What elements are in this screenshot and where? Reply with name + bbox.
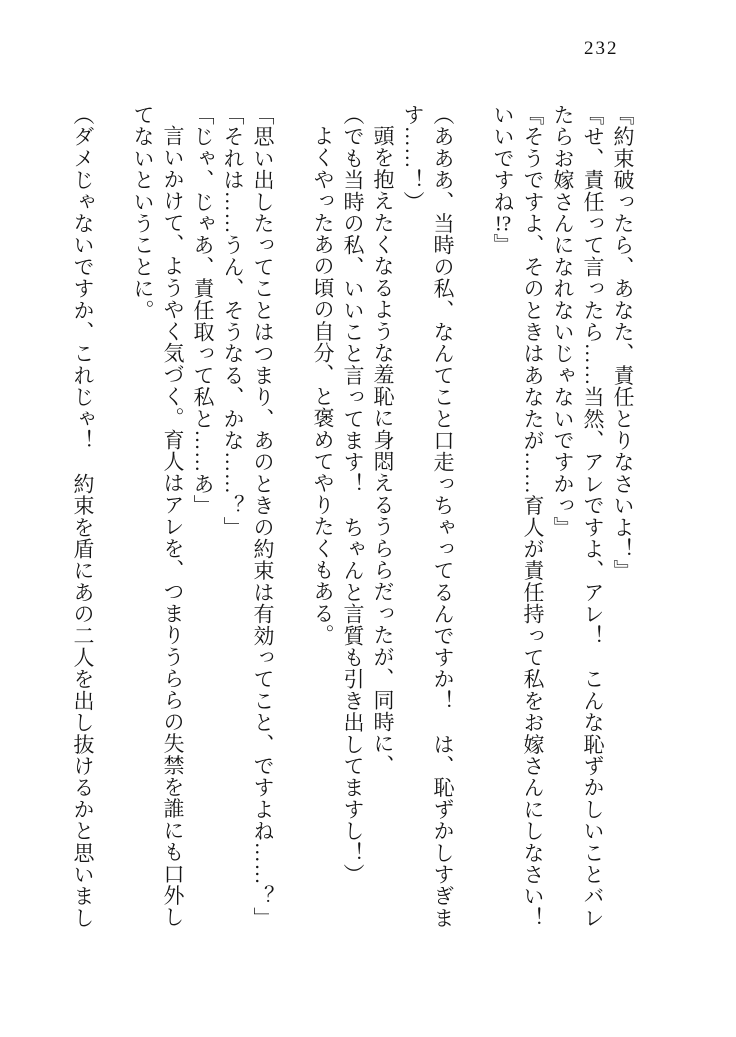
text-line: たらお嫁さんになれないじゃないですかっ』 [551, 104, 575, 538]
text-line: よくやったあの頃の自分、と褒めてやりたくもある。 [311, 125, 335, 646]
text-line: てないということに。 [131, 104, 155, 321]
page-number: 232 [584, 38, 619, 59]
text-line: 『約束破ったら、あなた、責任とりなさいよ！』 [611, 104, 635, 582]
blank-line [98, 104, 128, 940]
text-line: 『せ、責任って言ったら……当然、アレですよ、アレ！ こんな恥ずかしいことバレ [581, 104, 605, 929]
text-line: 言いかけて、ようやく気づく。育人はアレを、つまりうららの失禁を誰にも口外し [161, 125, 185, 928]
text-line: 『そうですよ、そのときはあなたが……育人が責任持って私をお嫁さんにしなさい！ [521, 104, 545, 929]
text-line: 「じゃ、じゃあ、責任取って私と……あ」 [191, 104, 215, 517]
text-line: （あああ、当時の私、なんてこと口走っちゃってるんですか！ は、恥ずかしすぎま [431, 104, 455, 929]
text-line: 「それは……うん、そうなる、かな……？」 [221, 104, 245, 538]
text-line: （ダメじゃないですか、これじゃ！ 約束を盾にあの二人を出し抜けるかと思いまし [71, 104, 95, 929]
text-line: 「思い出したってことはつまり、あのときの約束は有効ってこと、ですよね……？」 [251, 104, 275, 929]
text-line: いいですね!?』 [491, 104, 515, 256]
text-line: す……！） [401, 104, 425, 213]
blank-line [278, 104, 308, 940]
blank-line [458, 104, 488, 940]
vertical-text-block [68, 104, 638, 940]
tate-chu-yoko: !? [494, 212, 512, 234]
text-line: 頭を抱えたくなるような羞恥に身悶えるうららだったが、同時に、 [371, 125, 395, 776]
text-line: （でも当時の私、いいこと言ってます！ ちゃんと言質も引き出してますし！） [341, 104, 365, 886]
